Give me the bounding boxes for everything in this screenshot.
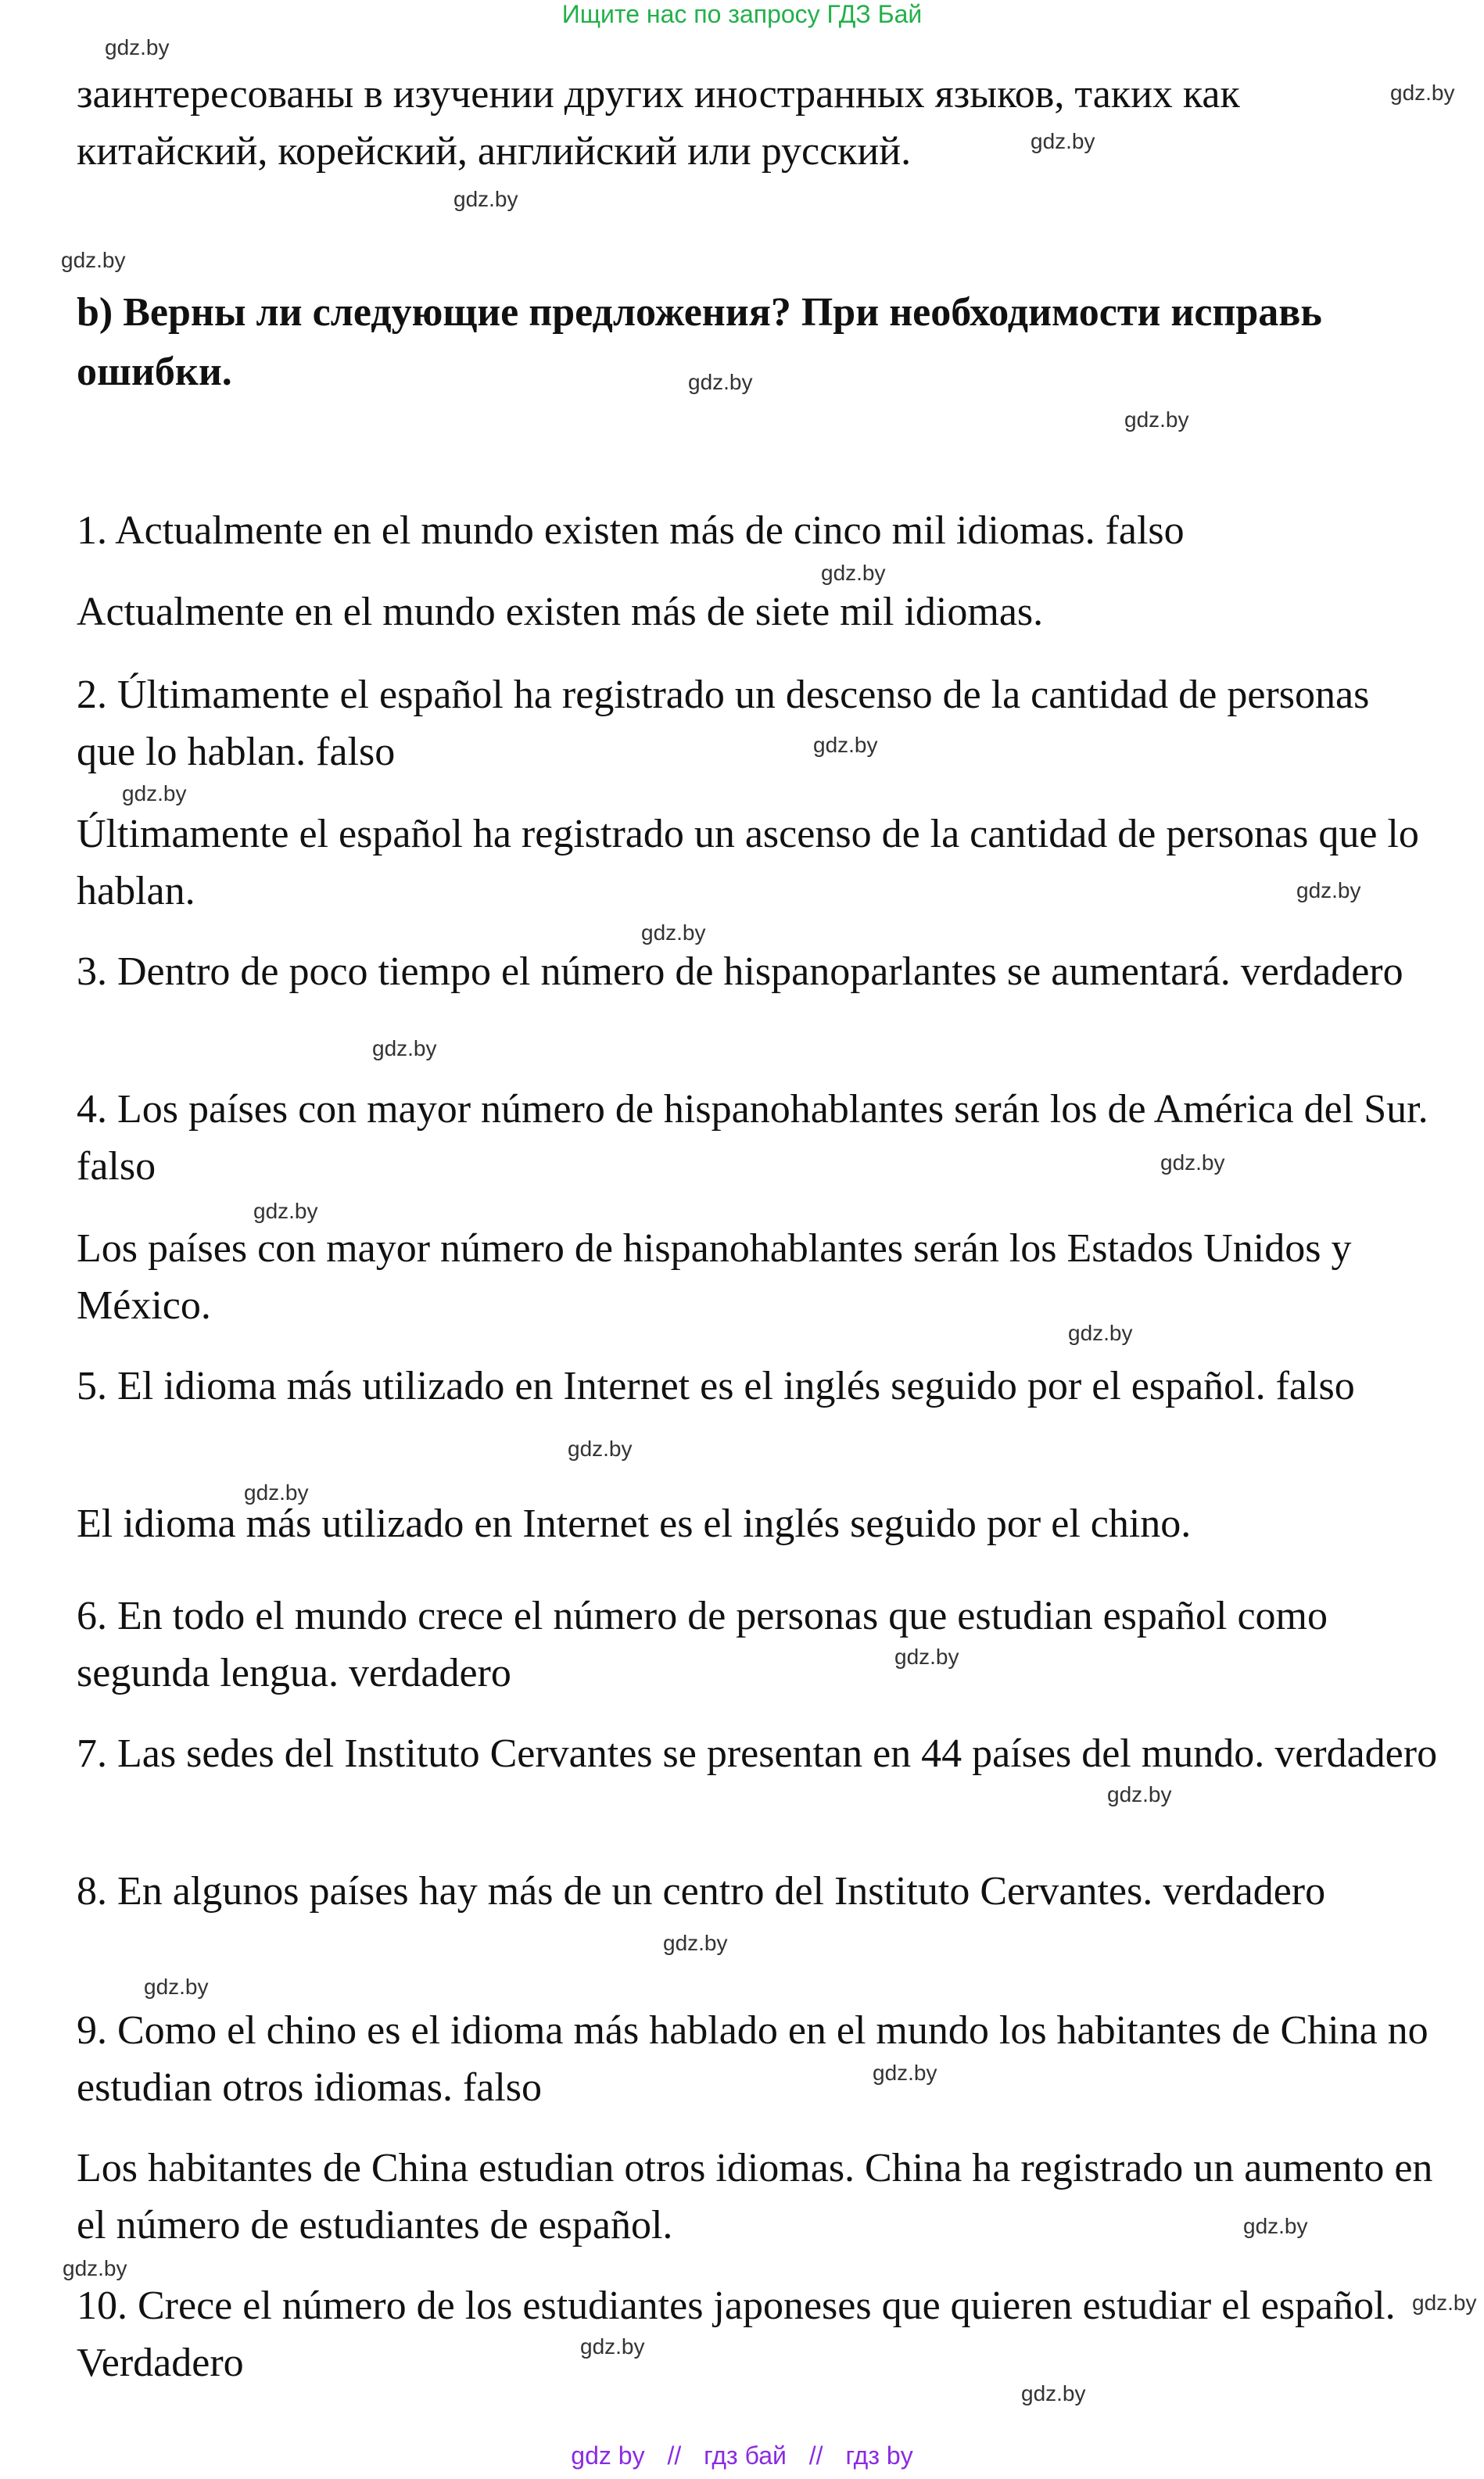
item-6-statement: 6. En todo el mundo crece el número de personas que estudian español como segunda lengua. verdadero xyxy=(77,1594,1328,1695)
watermark: gdz.by xyxy=(873,2061,937,2085)
watermark: gdz.by xyxy=(244,1480,309,1505)
watermark: gdz.by xyxy=(1296,878,1361,902)
watermark: gdz.by xyxy=(1107,1782,1172,1806)
watermark: gdz.by xyxy=(894,1645,959,1669)
item-9-statement: 9. Como el chino es el idioma más hablado en el mundo los habitantes de China no estudian otros idiomas. falso xyxy=(77,2008,1428,2110)
watermark: gdz.by xyxy=(1021,2381,1086,2405)
watermark: gdz.by xyxy=(568,1437,633,1461)
watermark: gdz.by xyxy=(63,2256,127,2280)
watermark: gdz.by xyxy=(1243,2214,1308,2238)
watermark: gdz.by xyxy=(1031,129,1095,153)
footer-link-gdz-by-ru[interactable]: гдз by xyxy=(845,2441,913,2470)
item-1-statement: 1. Actualmente en el mundo existen más de cinco mil idiomas. falso xyxy=(77,508,1185,553)
watermark: gdz.by xyxy=(821,561,886,585)
item-9-correction: Los habitantes de China estudian otros idiomas. China ha registrado un aumento en el número de estudiantes de español. xyxy=(77,2146,1433,2248)
footer-link-gdz-bai[interactable]: гдз бай xyxy=(704,2441,787,2470)
watermark: gdz.by xyxy=(144,1975,209,1999)
item-4-correction: Los países con mayor número de hispanohablantes serán los Estados Unidos y México. xyxy=(77,1226,1352,1328)
footer-links xyxy=(0,2440,1484,2471)
item-8-statement: 8. En algunos países hay más de un centro del Instituto Cervantes. verdadero xyxy=(77,1869,1326,1914)
watermark: gdz.by xyxy=(1068,1321,1133,1345)
watermark: gdz.by xyxy=(663,1931,728,1955)
watermark: gdz.by xyxy=(61,248,126,272)
footer-link-gdz-by[interactable]: gdz by xyxy=(571,2441,645,2470)
watermark: gdz.by xyxy=(253,1199,318,1223)
footer-separator: // xyxy=(667,2441,682,2470)
watermark: gdz.by xyxy=(641,920,706,945)
footer-separator: // xyxy=(808,2441,823,2470)
item-4-statement: 4. Los países con mayor número de hispanohablantes serán los de América del Sur. falso xyxy=(77,1087,1428,1189)
item-1-correction: Actualmente en el mundo existen más de siete mil idiomas. xyxy=(77,590,1044,634)
item-5-statement: 5. El idioma más utilizado en Internet es el inglés seguido por el español. falso xyxy=(77,1364,1355,1408)
watermark: gdz.by xyxy=(688,370,753,394)
item-2-correction: Últimamente el español ha registrado un ascenso de la cantidad de personas que lo hablan. xyxy=(77,812,1419,913)
task-b-heading: b) Верны ли следующие предложения? При необходимости исправь ошибки. xyxy=(77,290,1322,394)
intro-paragraph: заинтересованы в изучении других иностранных языков, таких как китайский, корейский, английский или русский. xyxy=(77,72,1240,174)
watermark: gdz.by xyxy=(1160,1150,1225,1175)
watermark: gdz.by xyxy=(453,187,518,211)
watermark: gdz.by xyxy=(580,2334,645,2359)
watermark: gdz.by xyxy=(372,1036,437,1060)
watermark: gdz.by xyxy=(1390,81,1455,105)
watermark: gdz.by xyxy=(105,35,170,59)
item-5-correction: El idioma más utilizado en Internet es el inglés seguido por el chino. xyxy=(77,1501,1192,1546)
item-7-statement: 7. Las sedes del Instituto Cervantes se presentan en 44 países del mundo. verdadero xyxy=(77,1731,1438,1776)
item-2-statement: 2. Últimamente el español ha registrado un descenso de la cantidad de personas que lo hablan. falso xyxy=(77,673,1370,774)
watermark: gdz.by xyxy=(122,781,187,805)
search-banner[interactable]: Ищите нас по запросу ГДЗ Бай xyxy=(561,0,923,28)
watermark: gdz.by xyxy=(1124,407,1189,432)
item-3-statement: 3. Dentro de poco tiempo el número de hispanoparlantes se aumentará. verdadero xyxy=(77,949,1403,994)
item-10-statement: 10. Crece el número de los estudiantes japoneses que quieren estudiar el español. Verdadero xyxy=(77,2283,1396,2385)
watermark: gdz.by xyxy=(1412,2291,1477,2315)
watermark: gdz.by xyxy=(813,733,878,757)
